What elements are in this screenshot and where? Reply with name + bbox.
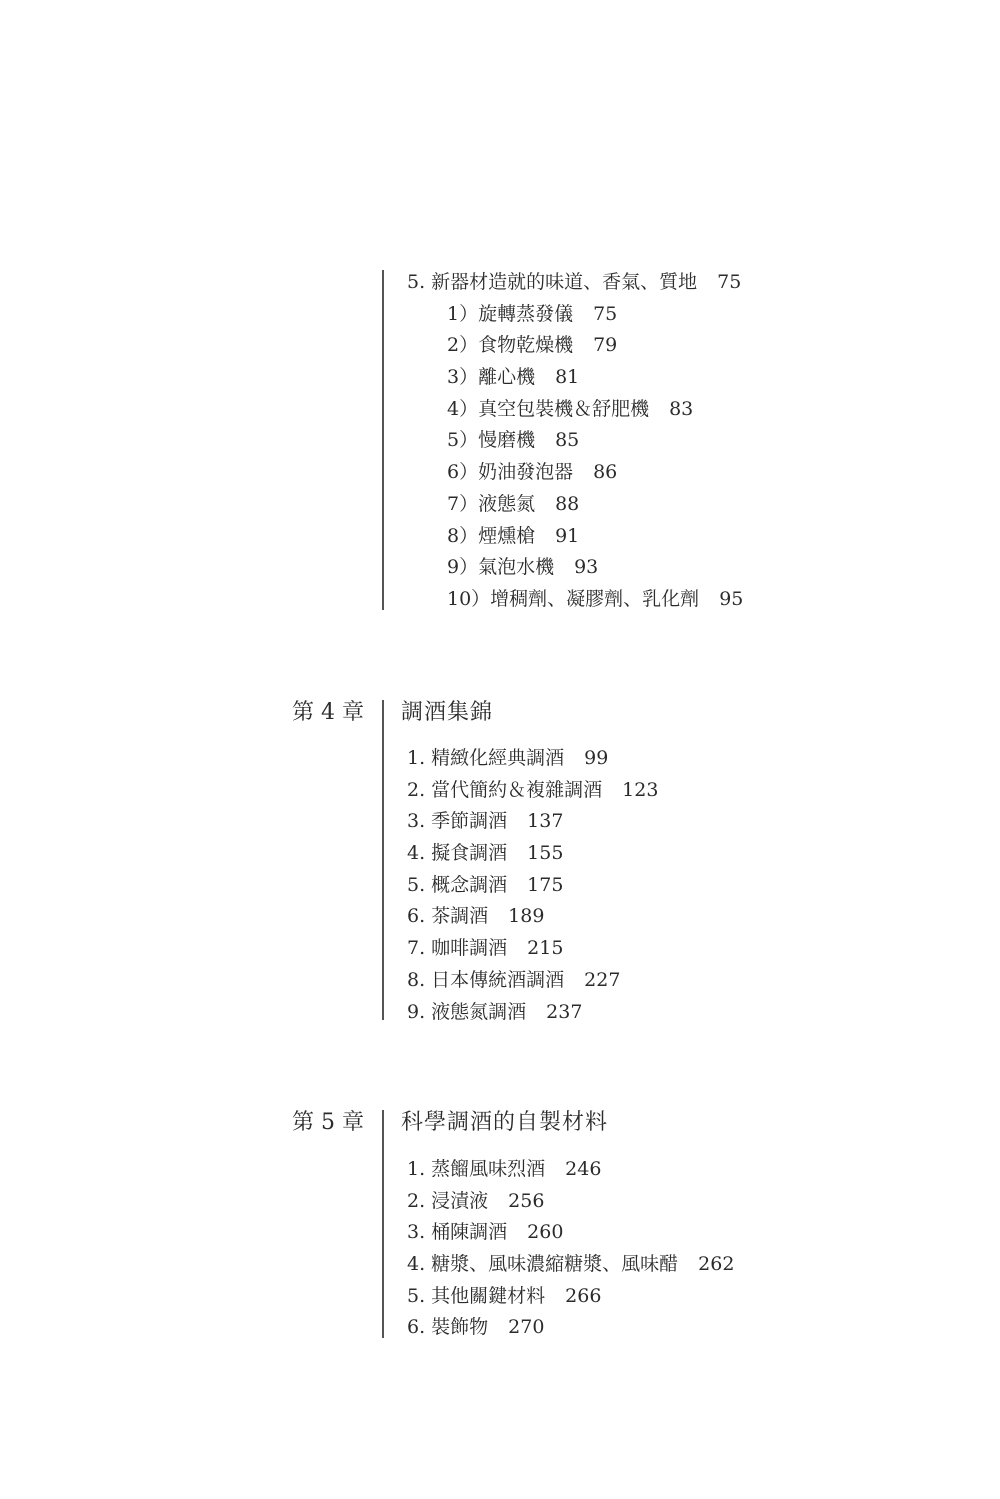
- toc-entry-label: 6）奶油發泡器: [447, 461, 574, 484]
- toc-entry[interactable]: [407, 743, 658, 775]
- toc-entry-page: 215: [527, 937, 564, 960]
- toc-subentry[interactable]: [407, 584, 743, 616]
- toc-entry-page: 246: [565, 1158, 602, 1180]
- toc-subentry[interactable]: [407, 362, 743, 394]
- toc-entry-label: 9. 液態氮調酒: [407, 1000, 527, 1023]
- toc-entry-page: 93: [574, 556, 599, 579]
- toc-entry[interactable]: [407, 775, 658, 807]
- toc-entry-label: 8）煙燻槍: [447, 524, 536, 547]
- toc-entry-page: 256: [508, 1189, 545, 1212]
- toc-entry[interactable]: [407, 1186, 734, 1218]
- toc-entry-page: 189: [508, 905, 545, 928]
- toc-entry[interactable]: [407, 1154, 734, 1186]
- toc-subentry[interactable]: [407, 521, 743, 553]
- toc-entry-page: 260: [527, 1221, 564, 1244]
- toc-entry-page: 75: [717, 271, 742, 293]
- toc-entry-page: 99: [584, 747, 609, 769]
- toc-subentry[interactable]: [407, 299, 743, 331]
- toc-entry-label: 2）食物乾燥機: [447, 334, 574, 357]
- toc-entry-page: 79: [593, 334, 618, 357]
- toc-entry[interactable]: [407, 806, 658, 838]
- toc-entry-page: 95: [719, 587, 744, 610]
- toc-entry[interactable]: [407, 1281, 734, 1313]
- toc-entry-label: 5. 概念調酒: [407, 873, 508, 896]
- toc-entry-label: 2. 浸漬液: [407, 1189, 489, 1212]
- toc-entry-label: 7. 咖啡調酒: [407, 937, 508, 960]
- toc-entry-label: 1）旋轉蒸發儀: [447, 302, 574, 325]
- toc-entry-page: 88: [555, 492, 580, 515]
- section-divider-line: [382, 270, 384, 610]
- toc-entry-label: 3. 季節調酒: [407, 810, 508, 833]
- toc-subentry[interactable]: [407, 425, 743, 457]
- toc-entry[interactable]: [407, 838, 658, 870]
- toc-list-chapter-4: [407, 743, 658, 1028]
- toc-subentry[interactable]: [407, 552, 743, 584]
- toc-entry[interactable]: [407, 997, 658, 1029]
- chapter-4-title[interactable]: 調酒集錦: [401, 700, 494, 725]
- toc-entry-label: 2. 當代簡約＆複雜調酒: [407, 778, 603, 801]
- toc-entry[interactable]: [407, 965, 658, 997]
- toc-entry-page: 237: [546, 1000, 583, 1023]
- toc-subentry[interactable]: [407, 457, 743, 489]
- chapter-5-title[interactable]: 科學調酒的自製材料: [401, 1110, 609, 1135]
- toc-entry-page: 137: [527, 810, 564, 833]
- toc-list-chapter-5: [407, 1154, 734, 1344]
- toc-entry-page: 83: [669, 397, 694, 420]
- toc-entry[interactable]: [407, 1312, 734, 1344]
- toc-entry-label: 5. 新器材造就的味道、香氣、質地: [407, 271, 698, 293]
- toc-entry-page: 262: [698, 1253, 735, 1276]
- toc-entry[interactable]: [407, 267, 743, 299]
- toc-entry-label: 4）真空包裝機＆舒肥機: [447, 397, 650, 420]
- toc-subentry[interactable]: [407, 394, 743, 426]
- toc-list-continued: [407, 267, 743, 616]
- toc-entry[interactable]: [407, 933, 658, 965]
- toc-entry-label: 9）氣泡水機: [447, 556, 555, 579]
- toc-entry-label: 5）慢磨機: [447, 429, 536, 452]
- toc-entry-label: 4. 糖漿、風味濃縮糖漿、風味醋: [407, 1253, 679, 1276]
- toc-entry-page: 86: [593, 461, 618, 484]
- toc-entry-page: 155: [527, 842, 564, 865]
- toc-entry-label: 7）液態氮: [447, 492, 536, 515]
- toc-entry[interactable]: [407, 1217, 734, 1249]
- section-divider-line: [382, 700, 384, 1020]
- chapter-4-label: 第 4 章: [292, 700, 364, 725]
- toc-entry-page: 91: [555, 524, 580, 547]
- toc-entry-label: 3. 桶陳調酒: [407, 1221, 508, 1244]
- toc-entry-page: 75: [593, 302, 618, 325]
- toc-entry[interactable]: [407, 1249, 734, 1281]
- toc-entry-label: 10）增稠劑、凝膠劑、乳化劑: [447, 587, 700, 610]
- toc-entry[interactable]: [407, 901, 658, 933]
- toc-entry-page: 270: [508, 1316, 545, 1339]
- toc-entry-page: 123: [622, 778, 659, 801]
- toc-entry-label: 8. 日本傳統酒調酒: [407, 968, 565, 991]
- toc-entry-page: 266: [565, 1284, 602, 1307]
- section-divider-line: [382, 1110, 384, 1338]
- toc-subentry[interactable]: [407, 330, 743, 362]
- toc-entry-page: 85: [555, 429, 580, 452]
- toc-entry-page: 227: [584, 968, 621, 991]
- toc-entry-label: 3）離心機: [447, 366, 536, 389]
- toc-entry-label: 6. 茶調酒: [407, 905, 489, 928]
- toc-entry-label: 1. 精緻化經典調酒: [407, 747, 565, 769]
- toc-entry[interactable]: [407, 870, 658, 902]
- toc-entry-label: 1. 蒸餾風味烈酒: [407, 1158, 546, 1180]
- toc-entry-label: 4. 擬食調酒: [407, 842, 508, 865]
- toc-subentry[interactable]: [407, 489, 743, 521]
- toc-entry-page: 175: [527, 873, 564, 896]
- toc-entry-page: 81: [555, 366, 580, 389]
- toc-entry-label: 5. 其他關鍵材料: [407, 1284, 546, 1307]
- toc-entry-label: 6. 裝飾物: [407, 1316, 489, 1339]
- chapter-5-label: 第 5 章: [292, 1110, 364, 1135]
